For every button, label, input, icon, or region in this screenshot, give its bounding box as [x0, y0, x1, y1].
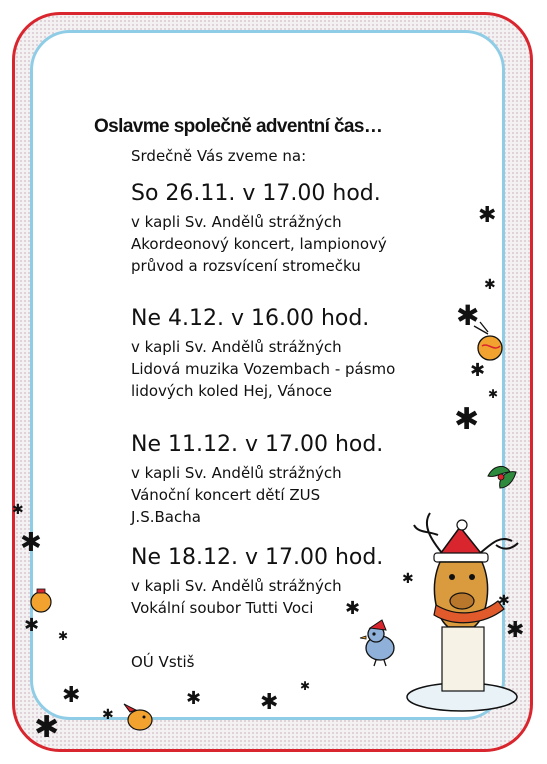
snowflake-star-icon: ✱ — [470, 360, 486, 381]
event-line: Akordeonový koncert, lampionový — [131, 235, 387, 253]
bird-illustration — [356, 618, 406, 668]
snowflake-star-icon: ✱ — [498, 593, 510, 609]
event-date: Ne 11.12. v 17.00 hod. — [131, 432, 384, 457]
snowflake-star-icon: ✱ — [34, 710, 60, 745]
event-line: v kapli Sv. Andělů strážných — [131, 577, 342, 595]
event-line: J.S.Bacha — [131, 508, 201, 526]
holly-illustration — [484, 458, 520, 494]
snowflake-star-icon: ✱ — [20, 528, 42, 558]
organizer-signature: OÚ Vstiš — [131, 653, 195, 671]
ornament-illustration — [28, 585, 54, 615]
event-date: So 26.11. v 17.00 hod. — [131, 181, 381, 206]
event-line: v kapli Sv. Andělů strážných — [131, 464, 342, 482]
snowflake-star-icon: ✱ — [12, 502, 24, 518]
snowflake-star-icon: ✱ — [402, 571, 414, 587]
invitation-intro: Srdečně Vás zveme na: — [131, 147, 307, 165]
reindeer-illustration — [400, 505, 535, 720]
event-date: Ne 18.12. v 17.00 hod. — [131, 545, 384, 570]
event-line: Vokální soubor Tutti Voci — [131, 599, 314, 617]
snowflake-star-icon: ✱ — [345, 598, 361, 619]
event-line: Lidová muzika Vozembach - pásmo — [131, 360, 396, 378]
snowflake-star-icon: ✱ — [260, 690, 279, 715]
snowflake-star-icon: ✱ — [454, 402, 480, 437]
snowflake-star-icon: ✱ — [24, 615, 40, 636]
snowflake-star-icon: ✱ — [456, 299, 480, 332]
snowflake-star-icon: ✱ — [58, 629, 69, 643]
snowflake-star-icon: ✱ — [186, 688, 202, 709]
event-line: lidových koled Hej, Vánoce — [131, 382, 332, 400]
event-2 — [131, 305, 395, 402]
snowflake-star-icon: ✱ — [102, 707, 114, 723]
snowflake-star-icon: ✱ — [484, 277, 496, 293]
snowflake-star-icon: ✱ — [506, 618, 525, 643]
snowflake-star-icon: ✱ — [62, 683, 81, 708]
bird-illustration — [120, 700, 160, 734]
snowflake-star-icon: ✱ — [478, 203, 497, 228]
snowflake-star-icon: ✱ — [300, 679, 311, 693]
event-line: v kapli Sv. Andělů strážných — [131, 213, 342, 231]
event-1 — [131, 180, 387, 277]
snowflake-star-icon: ✱ — [488, 387, 499, 401]
event-line: průvod a rozsvícení stromečku — [131, 257, 361, 275]
event-line: Vánoční koncert dětí ZUS — [131, 486, 321, 504]
event-3 — [131, 431, 383, 528]
event-date: Ne 4.12. v 16.00 hod. — [131, 306, 370, 331]
event-line: v kapli Sv. Andělů strážných — [131, 338, 342, 356]
invitation-heading: Oslavme společně adventní čas… — [94, 116, 383, 137]
